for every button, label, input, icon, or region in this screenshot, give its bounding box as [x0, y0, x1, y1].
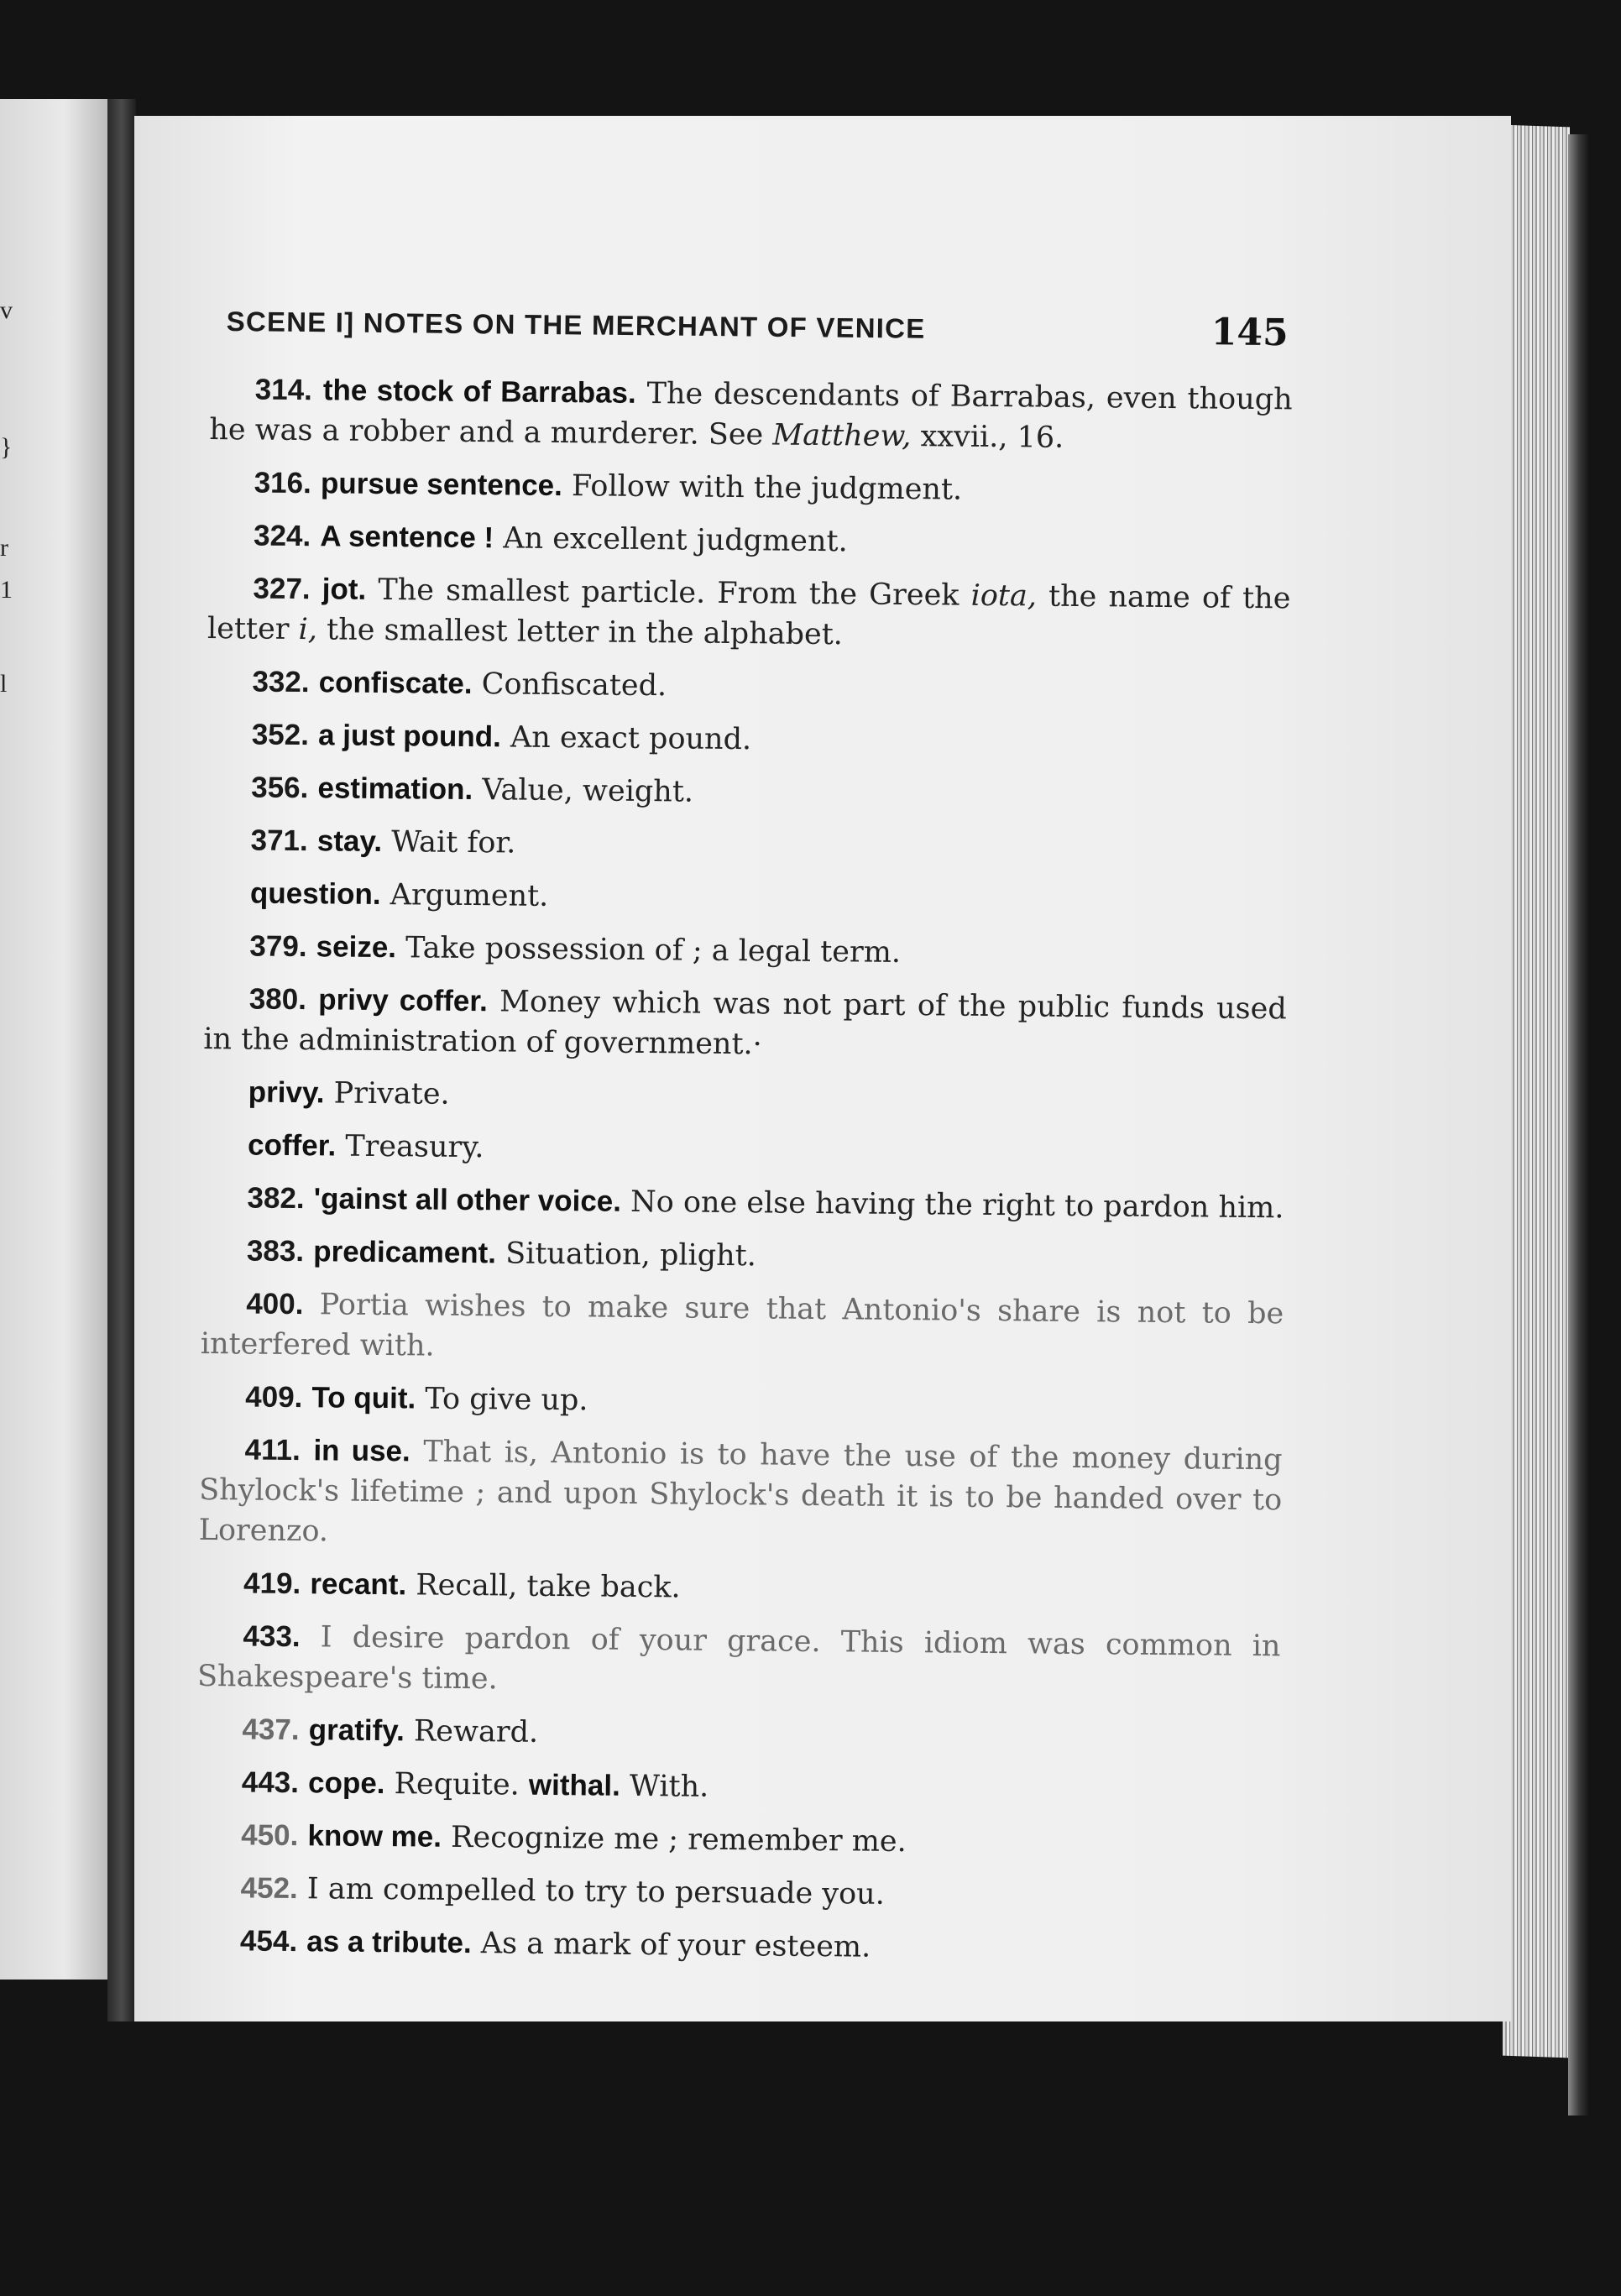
line-number: 356. — [251, 771, 309, 805]
line-number: 379. — [249, 929, 307, 964]
line-number: 433. — [243, 1619, 301, 1654]
book-cover-edge — [1568, 134, 1590, 2116]
glossed-term: A sentence ! — [320, 520, 494, 555]
line-number: 450. — [241, 1818, 299, 1853]
glossed-term: a just pound. — [317, 719, 502, 754]
glossed-term: question. — [249, 876, 381, 911]
glossed-term: know me. — [307, 1819, 442, 1854]
glossed-term: withal. — [528, 1768, 620, 1802]
page-edges — [1503, 125, 1570, 2058]
note-entry — [204, 926, 1287, 976]
note-entry — [205, 873, 1288, 923]
left-page-fragment: } — [0, 433, 13, 461]
gloss-text: Money which was not part of the public funds used in the administration of government.· — [203, 985, 1287, 1062]
note-entry — [206, 767, 1289, 818]
note-entry — [198, 1563, 1281, 1613]
line-number: 380. — [248, 982, 307, 1017]
gloss-text: The descendants of Barrabas, even though he was a robber and a murderer. See — [209, 376, 1293, 452]
note-entry — [201, 1284, 1284, 1374]
gloss-text: The smallest particle. From the Greek — [378, 573, 960, 613]
gloss-text: That is, Antonio is to have the use of the money during Shylock's lifetime ; and upon Shylock's death it is to be handed over to Lorenzo. — [198, 1435, 1283, 1549]
glossed-term: in use. — [313, 1434, 410, 1468]
line-number: 419. — [243, 1566, 301, 1601]
line-number: 411. — [244, 1433, 301, 1467]
gloss-text: Argument. — [390, 878, 549, 913]
glossed-term: as a tribute. — [306, 1925, 472, 1960]
glossed-term: stay. — [316, 824, 383, 858]
gloss-text: Requite. — [394, 1767, 520, 1802]
note-entry — [196, 1815, 1278, 1865]
running-title: SCENE I] NOTES ON THE MERCHANT OF VENICE — [226, 305, 926, 344]
gloss-text: With. — [629, 1769, 709, 1804]
gloss-text: Treasury. — [345, 1129, 484, 1165]
note-entry — [198, 1430, 1282, 1561]
gloss-text: Private. — [333, 1076, 450, 1111]
page-number: 145 — [1211, 311, 1289, 355]
line-number: 409. — [245, 1380, 303, 1415]
note-entry — [195, 1868, 1278, 1918]
glossed-term: pursue sentence. — [320, 467, 563, 503]
left-page-fragment: v — [0, 296, 13, 324]
note-entry — [207, 662, 1289, 712]
note-entry — [205, 820, 1288, 871]
gloss-text: the smallest letter in the alphabet. — [326, 613, 844, 652]
gloss-text: Take possession of ; a legal term. — [405, 931, 902, 970]
gloss-text: An exact pound. — [510, 720, 752, 757]
reference-italic: iota, — [970, 578, 1038, 614]
note-entry — [203, 1072, 1286, 1122]
line-number: 332. — [252, 665, 310, 699]
glossed-term: cope. — [307, 1766, 385, 1801]
line-number: 437. — [242, 1713, 300, 1747]
gloss-text: Situation, plight. — [505, 1237, 757, 1274]
line-number: 452. — [240, 1871, 298, 1906]
line-number: 443. — [241, 1765, 300, 1800]
glossed-term: privy coffer. — [318, 983, 488, 1018]
line-number: 314. — [254, 373, 313, 407]
note-entry — [197, 1616, 1281, 1707]
glossed-term: jot. — [322, 573, 367, 606]
line-number: 400. — [246, 1287, 304, 1321]
gloss-text: the name of the letter — [207, 579, 1291, 646]
note-entry — [207, 714, 1289, 765]
glossed-term: coffer. — [247, 1128, 337, 1163]
gloss-text: Recognize me ; remember me. — [450, 1820, 907, 1859]
gloss-text: Portia wishes to make sure that Antonio's share is not to be interfered with. — [200, 1288, 1284, 1363]
line-number: 324. — [253, 519, 311, 553]
gloss-text: Value, weight. — [482, 773, 694, 809]
reference-italic: Matthew, — [772, 418, 912, 454]
gloss-text: I desire pardon of your grace. This idiom was common in Shakespeare's time. — [196, 1620, 1281, 1697]
line-number: 382. — [247, 1181, 305, 1216]
glossed-term: 'gainst all other voice. — [313, 1182, 622, 1218]
notes-list — [195, 369, 1293, 1971]
glossed-term: gratify. — [308, 1713, 405, 1748]
gloss-text: xxvii., 16. — [920, 420, 1064, 455]
line-number: 371. — [250, 824, 308, 858]
glossed-term: recant. — [310, 1567, 407, 1602]
gloss-text: Recall, take back. — [416, 1568, 681, 1605]
left-page-fragment: l — [0, 670, 8, 698]
glossed-term: confiscate. — [318, 666, 473, 701]
gloss-text: Confiscated. — [481, 667, 667, 703]
line-number: 316. — [254, 466, 312, 500]
gloss-text: As a mark of your esteem. — [480, 1927, 871, 1964]
note-entry — [202, 1125, 1285, 1175]
note-entry — [201, 1231, 1284, 1281]
gloss-text: Wait for. — [391, 825, 516, 860]
gloss-text: An excellent judgment. — [503, 521, 848, 559]
reference-italic: i, — [298, 613, 318, 647]
book-gutter — [107, 99, 136, 2021]
glossed-term: seize. — [316, 930, 397, 965]
line-number: 383. — [246, 1234, 305, 1268]
gloss-text: To give up. — [425, 1382, 588, 1418]
glossed-term: To quit. — [311, 1381, 416, 1415]
glossed-term: the stock of Barrabas. — [322, 374, 636, 410]
note-entry — [209, 369, 1293, 460]
note-entry — [200, 1377, 1283, 1427]
note-entry — [208, 463, 1291, 513]
gloss-text: Follow with the judgment. — [571, 469, 963, 507]
glossed-term: privy. — [248, 1075, 325, 1110]
note-entry — [196, 1709, 1279, 1760]
gloss-text: No one else having the right to pardon him. — [630, 1185, 1284, 1226]
line-number: 454. — [239, 1924, 298, 1959]
glossed-term: predicament. — [312, 1235, 497, 1270]
glossed-term: estimation. — [317, 771, 473, 807]
left-page-edge — [0, 99, 107, 1980]
note-entry — [196, 1762, 1279, 1812]
left-page-fragment: r — [0, 534, 8, 562]
note-entry — [207, 568, 1291, 659]
line-number: 352. — [251, 718, 310, 752]
note-entry — [201, 1178, 1284, 1228]
line-number: 327. — [253, 572, 311, 606]
left-page-fragment: 1 — [0, 576, 13, 604]
note-entry — [203, 979, 1287, 1070]
note-entry — [208, 515, 1291, 566]
gloss-text: Reward. — [413, 1714, 539, 1749]
gloss-text: I am compelled to try to persuade you. — [306, 1872, 885, 1912]
